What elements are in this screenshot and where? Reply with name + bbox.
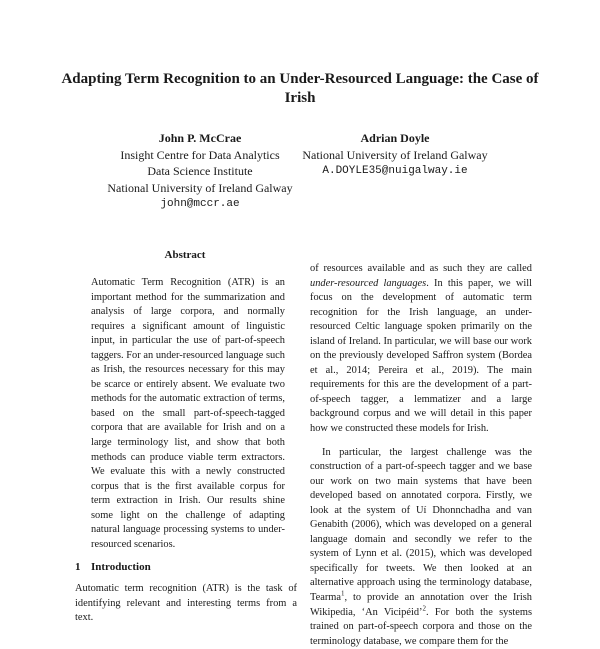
author-email: john@mccr.ae [160,198,240,210]
body-text: of resources available and as such they are called [310,263,532,274]
section-number: 1 [75,561,81,573]
body-text: , to provide an annotation over the Irish Wikipedia, ‘An Vicipéid’ [310,592,532,618]
section-heading [75,560,295,574]
footnote-marker[interactable]: 1 [341,589,345,598]
author-affiliation: National University of Ireland Galway [107,180,293,195]
body-text: In particular, the largest challenge was the construction of a part-of-speech tagger and we base our work on two main systems that have been developed based on annotated corpora. Firstly, we look at the system of Uí Dhonnchadha and van Genabith (2006), which was developed on a general language domain and secondly we refer to the system of Lynn et al. (2015), which was developed specifically for tweets. We then looked at an alternative approach using the terminology database, Tearma [310,446,532,604]
author-block-2 [295,130,495,180]
author-name: John P. McCrae [158,131,242,145]
right-paragraph-1 [310,262,532,437]
author-block-1 [90,130,310,213]
intro-text-left: Automatic term recognition (ATR) is the task of identifying relevant and interesting terms from a text. [75,583,297,623]
paper-title: Adapting Term Recognition to an Under-Resourced Language: the Case of Irish [61,71,539,106]
author-affiliation: National University of Ireland Galway [302,147,488,162]
right-paragraph-2 [310,446,532,649]
author-affiliation: Insight Centre for Data Analytics [120,147,280,162]
section-title: Introduction [91,561,151,573]
abstract-text: Automatic Term Recognition (ATR) is an important method for the summarization and analysis of large corpora, and normally requires a significant amount of linguistic input, in particular the use of part-of-speech taggers. For an under-resourced language such as Irish, the resources necessary for this may be scarce or entirely absent. We evaluate two methods for the automatic extraction of terms, based on the small part-of-speech-tagged corpora that are available for Irish and on a large terminology list, and show that both methods can produce viable term extractors. We evaluate this with a newly constructed corpus that is the first available corpus for term extraction in Irish. Our results shine some light on the challenge of adapting natural language processing systems to under-resourced scenarios. [91,277,285,550]
author-name: Adrian Doyle [360,131,430,145]
author-email: A.DOYLE35@nuigalway.ie [322,165,468,177]
footnote-marker[interactable]: 2 [422,604,426,613]
body-text: . For both the systems trained on part-of-speech corpora and those on the terminology database, we compare them for the [310,606,532,647]
author-affiliation: Data Science Institute [147,164,253,178]
right-column [310,262,532,649]
abstract-heading: Abstract [164,249,206,261]
body-text: . In this paper, we will focus on the development of automatic term recognition for the Irish language, an under-resourced Celtic language spoken primarily on the island of Ireland. In particular, we will base our work on the previously developed Saffron system (Bordea et al., 2014; Pereira et al., 2019). The main requirements for this are the development of a part-of-speech tagger, a lemmatizer and a large background corpus and we will detail in this paper how we constructed these models for Irish. [310,277,532,435]
emphasis-term: under-resourced languages [310,277,427,289]
